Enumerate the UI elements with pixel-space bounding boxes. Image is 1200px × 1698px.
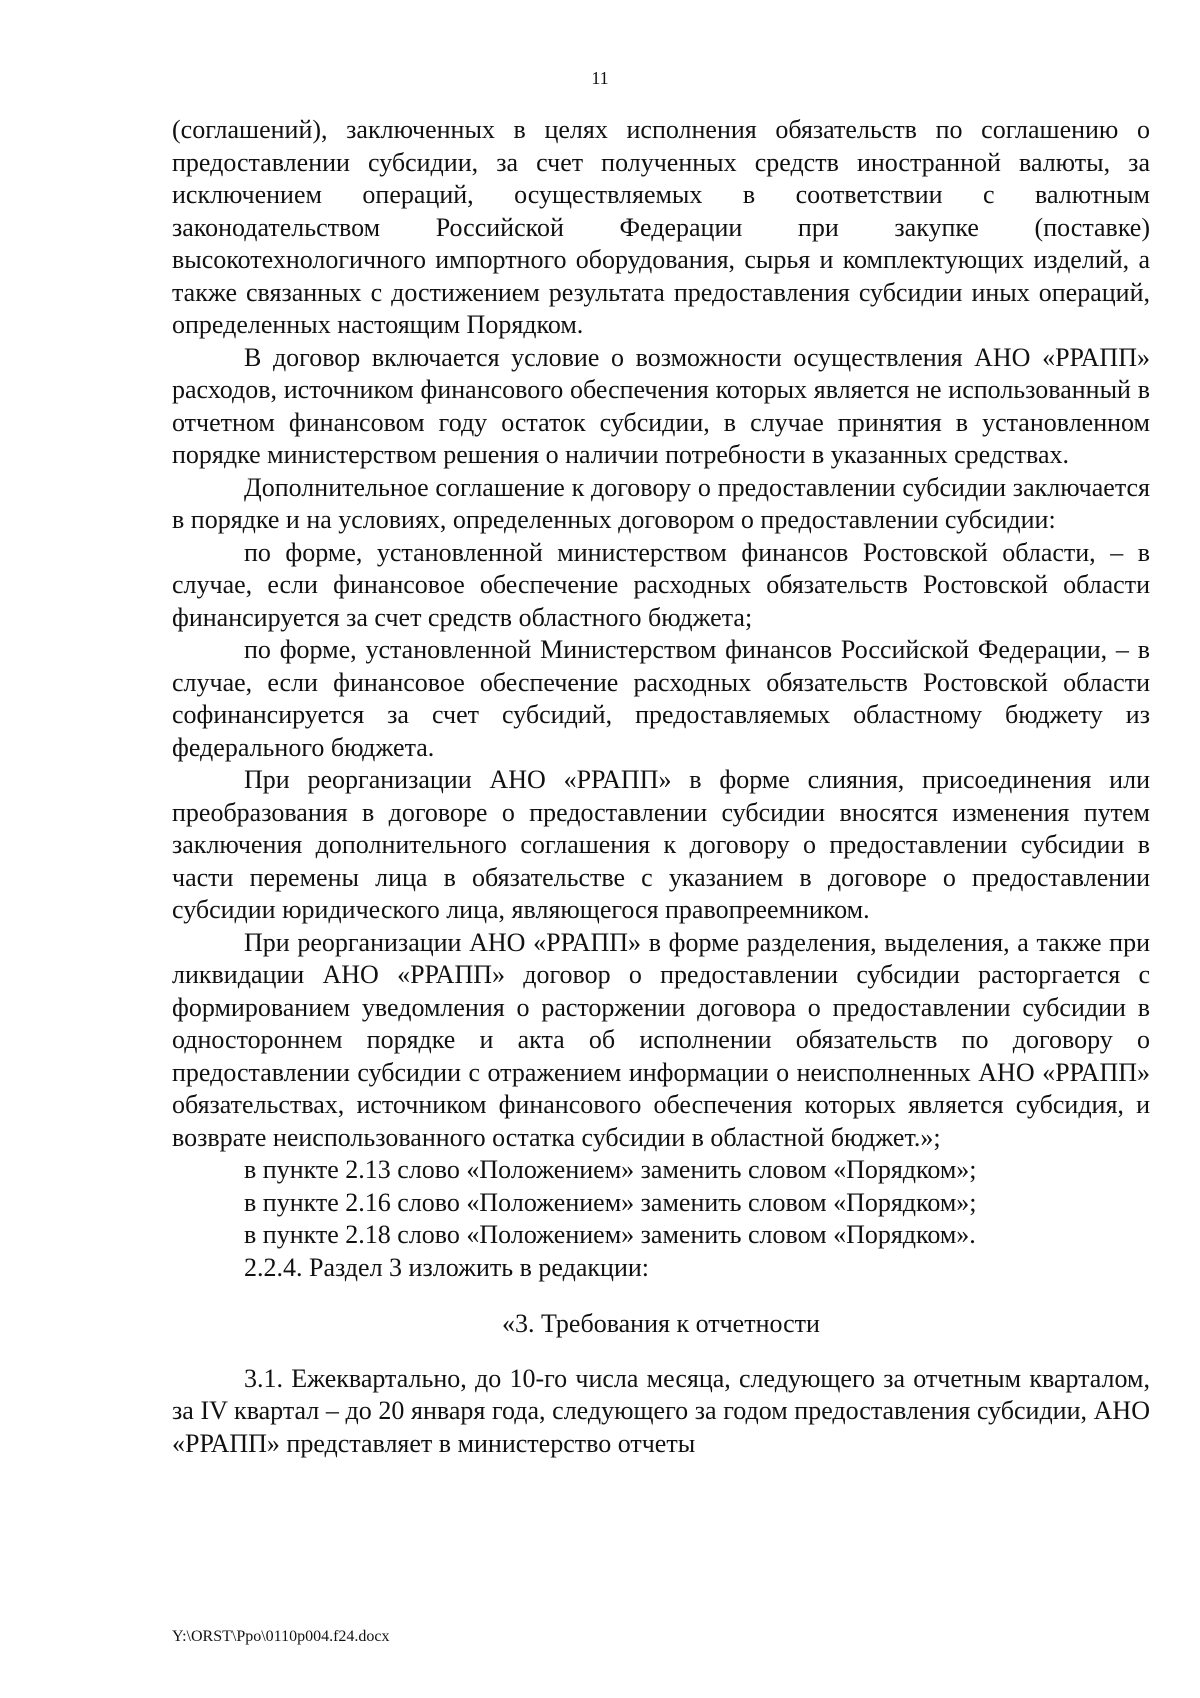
document-body — [172, 114, 1150, 1460]
file-path-footer: Y:\ORST\Ppo\0110p004.f24.docx — [172, 1628, 390, 1645]
paragraph-reorganization-division: При реорганизации АНО «РРАПП» в форме разделения, выделения, а также при ликвидации АНО «РРАПП» договор о предоставлении субсидии расторгается с формированием уведомления о расторжении договора о предоставлении субсидии в одностороннем порядке и акта об исполнении обязательств по договору о предоставлении субсидии с отражением информации о неисполненных АНО «РРАПП» обязательствах, источником финансового обеспечения которых является субсидия, и возврате неиспользованного остатка субсидии в областной бюджет.»; — [172, 927, 1150, 1152]
paragraph-reorganization-merger: При реорганизации АНО «РРАПП» в форме слияния, присоединения или преобразования в договоре о предоставлении субсидии вносятся изменения путем заключения дополнительного соглашения к договору о предоставлении субсидии в части перемены лица в обязательстве с указанием в договоре о предоставлении субсидии юридического лица, являющегося правопреемником. — [172, 765, 1150, 924]
page-number: 11 — [591, 68, 609, 88]
paragraph-form-regional: по форме, установленной министерством финансов Ростовской области, – в случае, если финансовое обеспечение расходных обязательств Ростовской области финансируется за счет средств областного бюджета; — [172, 537, 1150, 632]
paragraph-continuation: (соглашений), заключенных в целях исполнения обязательств по соглашению о предоставлении субсидии, за счет полученных средств иностранной валюты, за исключением операций, осуществляемых в соответствии с валютным законодательством Российской Федерации при закупке (поставке) высокотехнологичного импортного оборудования, сырья и комплектующих изделий, а также связанных с достижением результата предоставления субсидии иных операций, определенных настоящим Порядком. — [172, 115, 1150, 339]
paragraph-contract-condition: В договор включается условие о возможности осуществления АНО «РРАПП» расходов, источником финансового обеспечения которых является не использованный в отчетном финансовом году остаток субсидии, в случае принятия в установленном порядке министерством решения о наличии потребности в указанных средствах. — [172, 342, 1150, 469]
paragraph-item-2-13: в пункте 2.13 слово «Положением» заменить словом «Порядком»; — [244, 1155, 977, 1184]
section-heading: «3. Требования к отчетности — [502, 1309, 820, 1338]
paragraph-section-3-intro: 2.2.4. Раздел 3 изложить в редакции: — [244, 1252, 649, 1282]
paragraph-item-2-16: в пункте 2.16 слово «Положением» заменить словом «Порядком»; — [244, 1187, 977, 1217]
paragraph-additional-agreement: Дополнительное соглашение к договору о предоставлении субсидии заключается в порядке и на условиях, определенных договором о предоставлении субсидии: — [172, 472, 1150, 534]
paragraph-item-2-18: в пункте 2.18 слово «Положением» заменить словом «Порядком». — [244, 1220, 976, 1249]
paragraph-form-federal: по форме, установленной Министерством финансов Российской Федерации, – в случае, если финансовое обеспечение расходных обязательств Ростовской области софинансируется за счет субсидий, предоставляемых областному бюджету из федерального бюджета. — [172, 635, 1150, 762]
paragraph-3-1: 3.1. Ежеквартально, до 10-го числа месяца, следующего за отчетным кварталом, за IV квартал – до 20 января года, следующего за годом предоставления субсидии, АНО «РРАПП» представляет в министерство отчеты — [172, 1363, 1150, 1458]
